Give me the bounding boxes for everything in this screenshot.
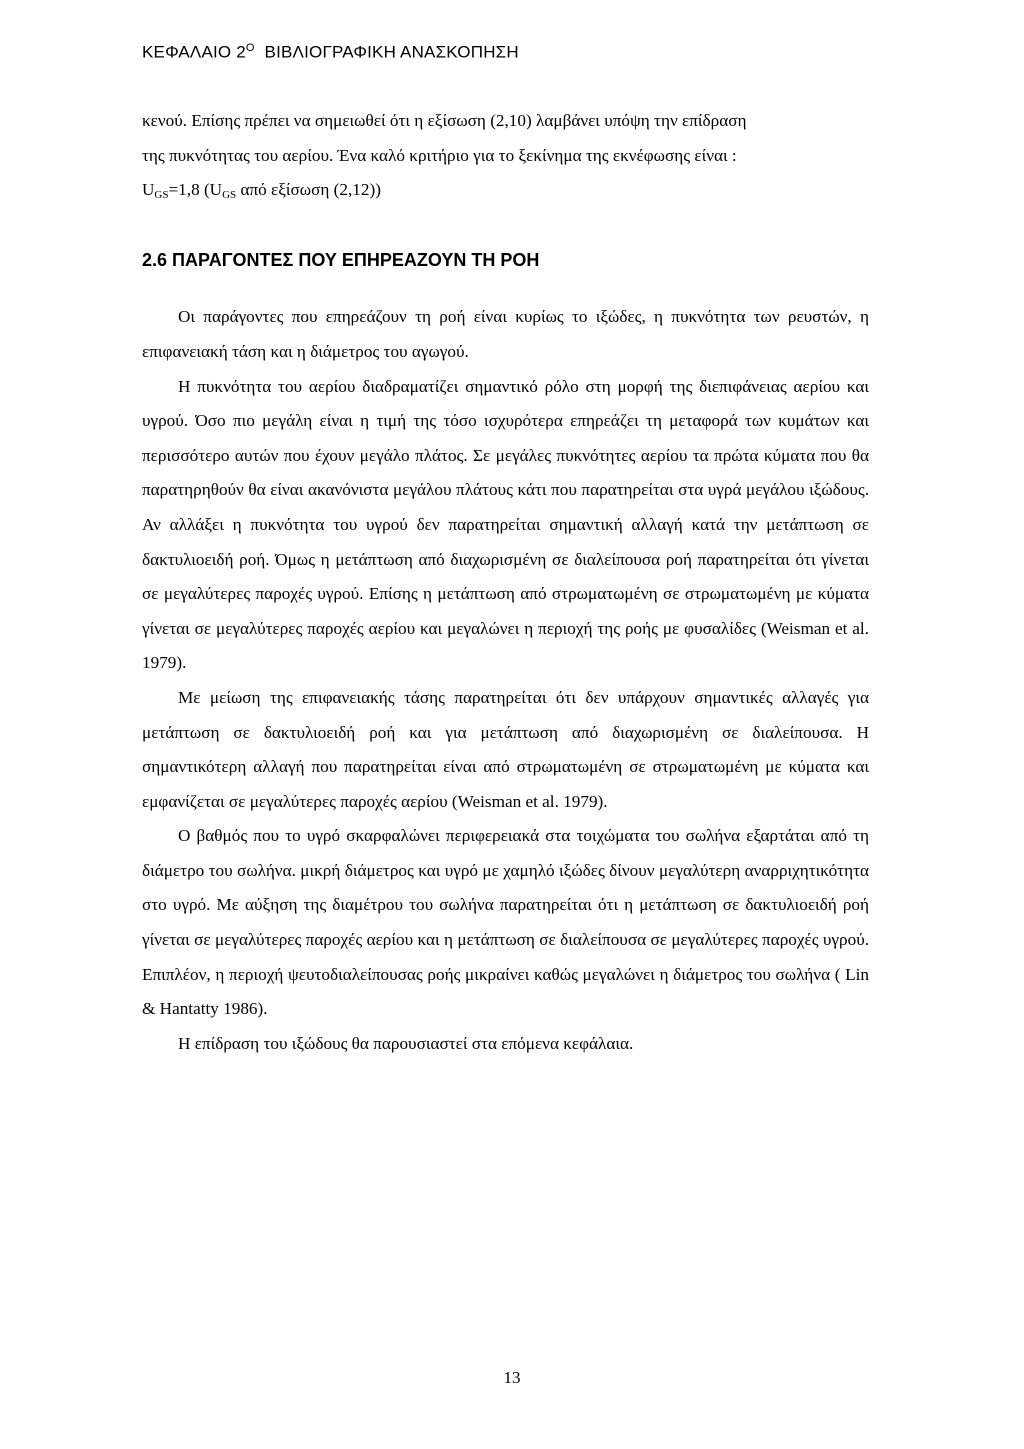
formula-subscript-2: GS — [222, 189, 237, 202]
chapter-title: ΒΙΒΛΙΟΓΡΑΦΙΚΗ ΑΝΑΣΚΟΠΗΣΗ — [264, 42, 519, 62]
intro-line-1: κενού. Επίσης πρέπει να σημειωθεί ότι η εξίσωση (2,10) λαμβάνει υπόψη την επίδραση — [142, 111, 747, 130]
formula-subscript: GS — [154, 189, 169, 202]
paragraph-viscosity: Η επίδραση του ιξώδους θα παρουσιαστεί στα επόμενα κεφάλαια. — [178, 1033, 634, 1053]
paragraph-gas-density: Η πυκνότητα του αερίου διαδραματίζει σημαντικό ρόλο στη μορφή της διεπιφάνειας αερίου και υγρού. Όσο πιο μεγάλη είναι η τιμή της τόσο ισχυρότερα επηρεάζει τη μεταφορά των κυμάτων και περισσότερο αυτών που έχουν μεγάλο πλάτος. Σε μεγάλες πυκνότητες αερίου τα πρώτα κύματα που θα παρατηρηθούν θα είναι ακανόνιστα μεγάλου πλάτους κάτι που παρατηρείται στα υγρά μεγάλου ιξώδους. Αν αλλάξει η πυκνότητα του υγρού δεν παρατηρείται σημαντική αλλαγή κατά την μετάπτωση σε δακτυλιοειδή ροή. Όμως η μετάπτωση από διαχωρισμένη σε διαλείπουσα ροή παρατηρείται ότι γίνεται σε μεγαλύτερες παροχές υγρού. Επίσης η μετάπτωση από στρωματωμένη σε στρωματωμένη με κύματα γίνεται σε μεγαλύτερες παροχές αερίου και μεγαλώνει η περιοχή της ροής με φυσαλίδες (Weisman et al. 1979). — [142, 376, 869, 673]
section-heading: 2.6 ΠΑΡΑΓΟΝΤΕΣ ΠΟΥ ΕΠΗΡΕΑΖΟΥΝ ΤΗ ΡΟΗ — [142, 249, 540, 270]
page-number: 13 — [503, 1368, 521, 1387]
formula-symbol: U — [142, 180, 155, 200]
page-body — [142, 104, 869, 1061]
formula-equation: =1,8 (U — [168, 180, 223, 200]
criterion-formula — [142, 173, 869, 213]
running-header — [142, 42, 519, 63]
paragraph-pipe-diameter: Ο βαθμός που το υγρό σκαρφαλώνει περιφερειακά στα τοιχώματα του σωλήνα εξαρτάται από τη διάμετρο του σωλήνα. μικρή διάμετρος και υγρό με χαμηλό ιξώδες δίνουν μεγαλύτερη αναρριχητικότητα στο υγρό. Με αύξηση της διαμέτρου του σωλήνα παρατηρείται ότι η μετάπτωση σε δακτυλιοειδή ροή γίνεται σε μεγαλύτερες παροχές αερίου και η μετάπτωση σε διαλείπουσα σε μεγαλύτερες παροχές υγρού. Επιπλέον, η περιοχή ψευτοδιαλείπουσας ροής μικραίνει καθώς μεγαλώνει η διάμετρος του σωλήνα ( Lin & Hantatty 1986). — [142, 826, 869, 1019]
intro-line-2: της πυκνότητας του αερίου. Ένα καλό κριτήριο για το ξεκίνημα της εκνέφωσης είναι : — [142, 145, 737, 165]
paragraph-surface-tension: Με μείωση της επιφανειακής τάσης παρατηρείται ότι δεν υπάρχουν σημαντικές αλλαγές για μετάπτωση σε δακτυλιοειδή ροή και για μετάπτωση από διαχωρισμένη σε διαλείπουσα. Η σημαντικότερη αλλαγή που παρατηρείται είναι από στρωματωμένη σε στρωματωμένη με κύματα και εμφανίζεται σε μεγαλύτερες παροχές αερίου (Weisman et al. 1979). — [142, 687, 869, 811]
paragraph-factors: Οι παράγοντες που επηρεάζουν τη ροή είναι κυρίως το ιξώδες, η πυκνότητα των ρευστών, η επιφανειακή τάση και η διάμετρος του αγωγού. — [142, 307, 869, 361]
chapter-ordinal: Ο — [245, 42, 255, 54]
formula-reference: από εξίσωση (2,12)) — [236, 180, 381, 200]
chapter-label: ΚΕΦΑΛΑΙΟ 2 — [142, 42, 246, 62]
